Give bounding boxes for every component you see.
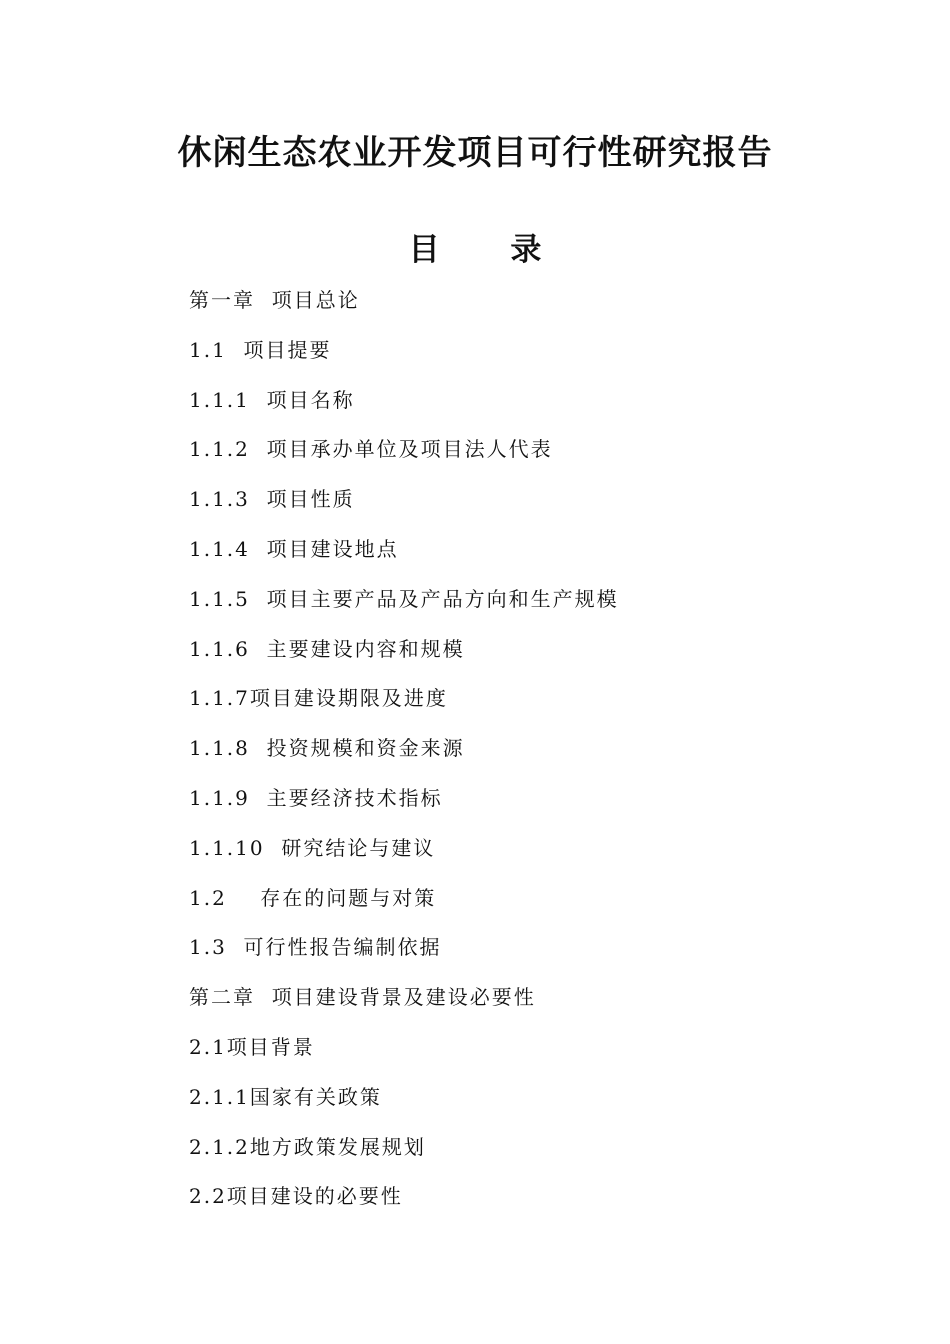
toc-heading: 目 录: [408, 232, 572, 268]
toc-item-2-1[interactable]: 2.1项目背景: [189, 1034, 315, 1059]
toc-item-1-1[interactable]: 1.1 项目提要: [189, 337, 332, 362]
toc-item-1-1-10[interactable]: 1.1.10 研究结论与建议: [189, 835, 436, 860]
toc-item-1-1-5[interactable]: 1.1.5 项目主要产品及产品方向和生产规模: [189, 586, 619, 611]
toc-item-1-1-9[interactable]: 1.1.9 主要经济技术指标: [189, 785, 443, 810]
table-of-contents: [189, 282, 889, 1228]
toc-item-chapter-1[interactable]: 第一章 项目总论: [189, 288, 360, 312]
toc-item-2-1-2[interactable]: 2.1.2地方政策发展规划: [189, 1134, 426, 1159]
document-title: 休闲生态农业开发项目可行性研究报告: [177, 133, 773, 173]
toc-item-1-3[interactable]: 1.3 可行性报告编制依据: [189, 935, 442, 960]
toc-item-1-1-4[interactable]: 1.1.4 项目建设地点: [189, 536, 399, 561]
toc-item-1-1-8[interactable]: 1.1.8 投资规模和资金来源: [189, 736, 465, 761]
toc-item-1-1-1[interactable]: 1.1.1 项目名称: [189, 387, 355, 412]
toc-item-2-2[interactable]: 2.2项目建设的必要性: [189, 1184, 403, 1209]
toc-item-1-1-2[interactable]: 1.1.2 项目承办单位及项目法人代表: [189, 437, 553, 462]
toc-item-chapter-2[interactable]: 第二章 项目建设背景及建设必要性: [189, 985, 536, 1010]
toc-item-2-1-1[interactable]: 2.1.1国家有关政策: [189, 1084, 382, 1109]
toc-item-1-1-3[interactable]: 1.1.3 项目性质: [189, 487, 355, 512]
toc-item-1-1-7[interactable]: 1.1.7项目建设期限及进度: [189, 686, 448, 711]
toc-item-1-1-6[interactable]: 1.1.6 主要建设内容和规模: [189, 636, 465, 661]
toc-item-1-2[interactable]: 1.2 存在的问题与对策: [189, 885, 437, 910]
